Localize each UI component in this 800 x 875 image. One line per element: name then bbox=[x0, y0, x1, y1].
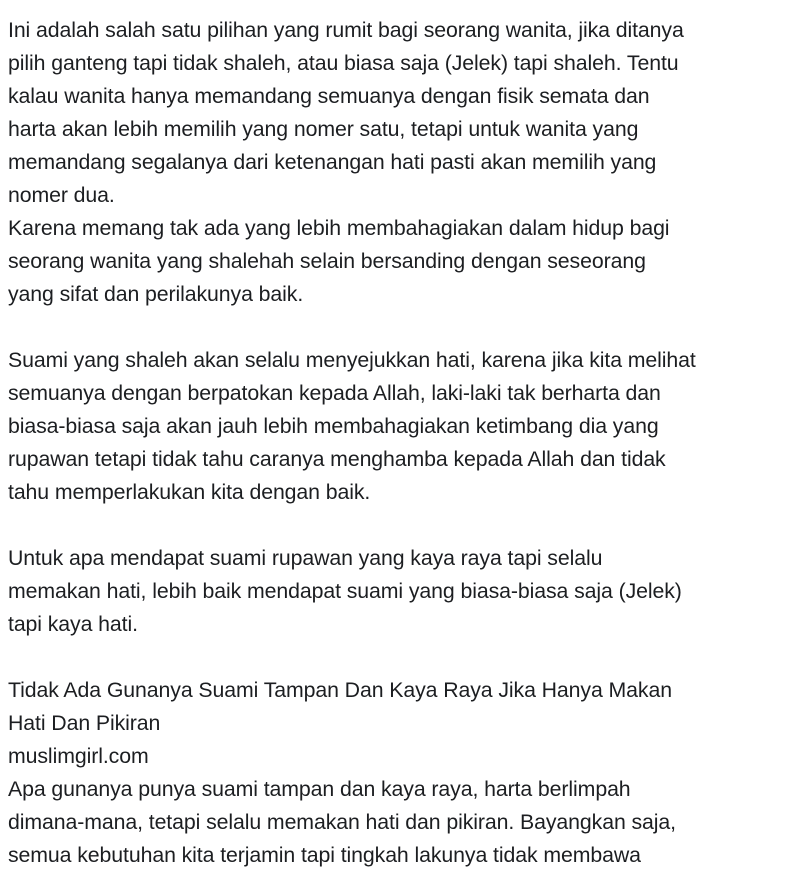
link-preview-description: Apa gunanya punya suami tampan dan kaya raya, harta berlimpah dimana-mana, tetapi selalu memakan hati dan pikiran. Bayangkan saja, semua kebutuhan kita terjamin tapi tingkah lakunya tidak membawa bbox=[8, 777, 676, 867]
post-paragraph-2: Karena memang tak ada yang lebih membahagiakan dalam hidup bagi seorang wanita yang shalehah selain bersanding dengan seseorang yang sifat dan perilakunya baik. bbox=[8, 216, 670, 306]
link-preview-title[interactable]: Tidak Ada Gunanya Suami Tampan Dan Kaya Raya Jika Hanya Makan Hati Dan Pikiran bbox=[8, 678, 672, 735]
post-paragraph-3: Suami yang shaleh akan selalu menyejukkan hati, karena jika kita melihat semuanya dengan berpatokan kepada Allah, laki-laki tak berharta dan biasa-biasa saja akan jauh lebih membahagiakan ketimbang dia yang rupawan tetapi tidak tahu caranya menghamba kepada Allah dan tidak tahu memperlakukan kita dengan baik. bbox=[8, 348, 696, 504]
link-preview-domain[interactable]: muslimgirl.com bbox=[8, 744, 149, 768]
paragraph-spacer bbox=[8, 509, 798, 542]
post-body bbox=[8, 14, 798, 872]
paragraph-spacer bbox=[8, 311, 798, 344]
paragraph-spacer bbox=[8, 641, 798, 674]
post-paragraph-1: Ini adalah salah satu pilihan yang rumit bagi seorang wanita, jika ditanya pilih ganteng tapi tidak shaleh, atau biasa saja (Jelek) tapi shaleh. Tentu kalau wanita hanya memandang semuanya dengan fisik semata dan harta akan lebih memilih yang nomer satu, tetapi untuk wanita yang memandang segalanya dari ketenangan hati pasti akan memilih yang nomer dua. bbox=[8, 18, 684, 207]
post-paragraph-4: Untuk apa mendapat suami rupawan yang kaya raya tapi selalu memakan hati, lebih baik mendapat suami yang biasa-biasa saja (Jelek) tapi kaya hati. bbox=[8, 546, 682, 636]
